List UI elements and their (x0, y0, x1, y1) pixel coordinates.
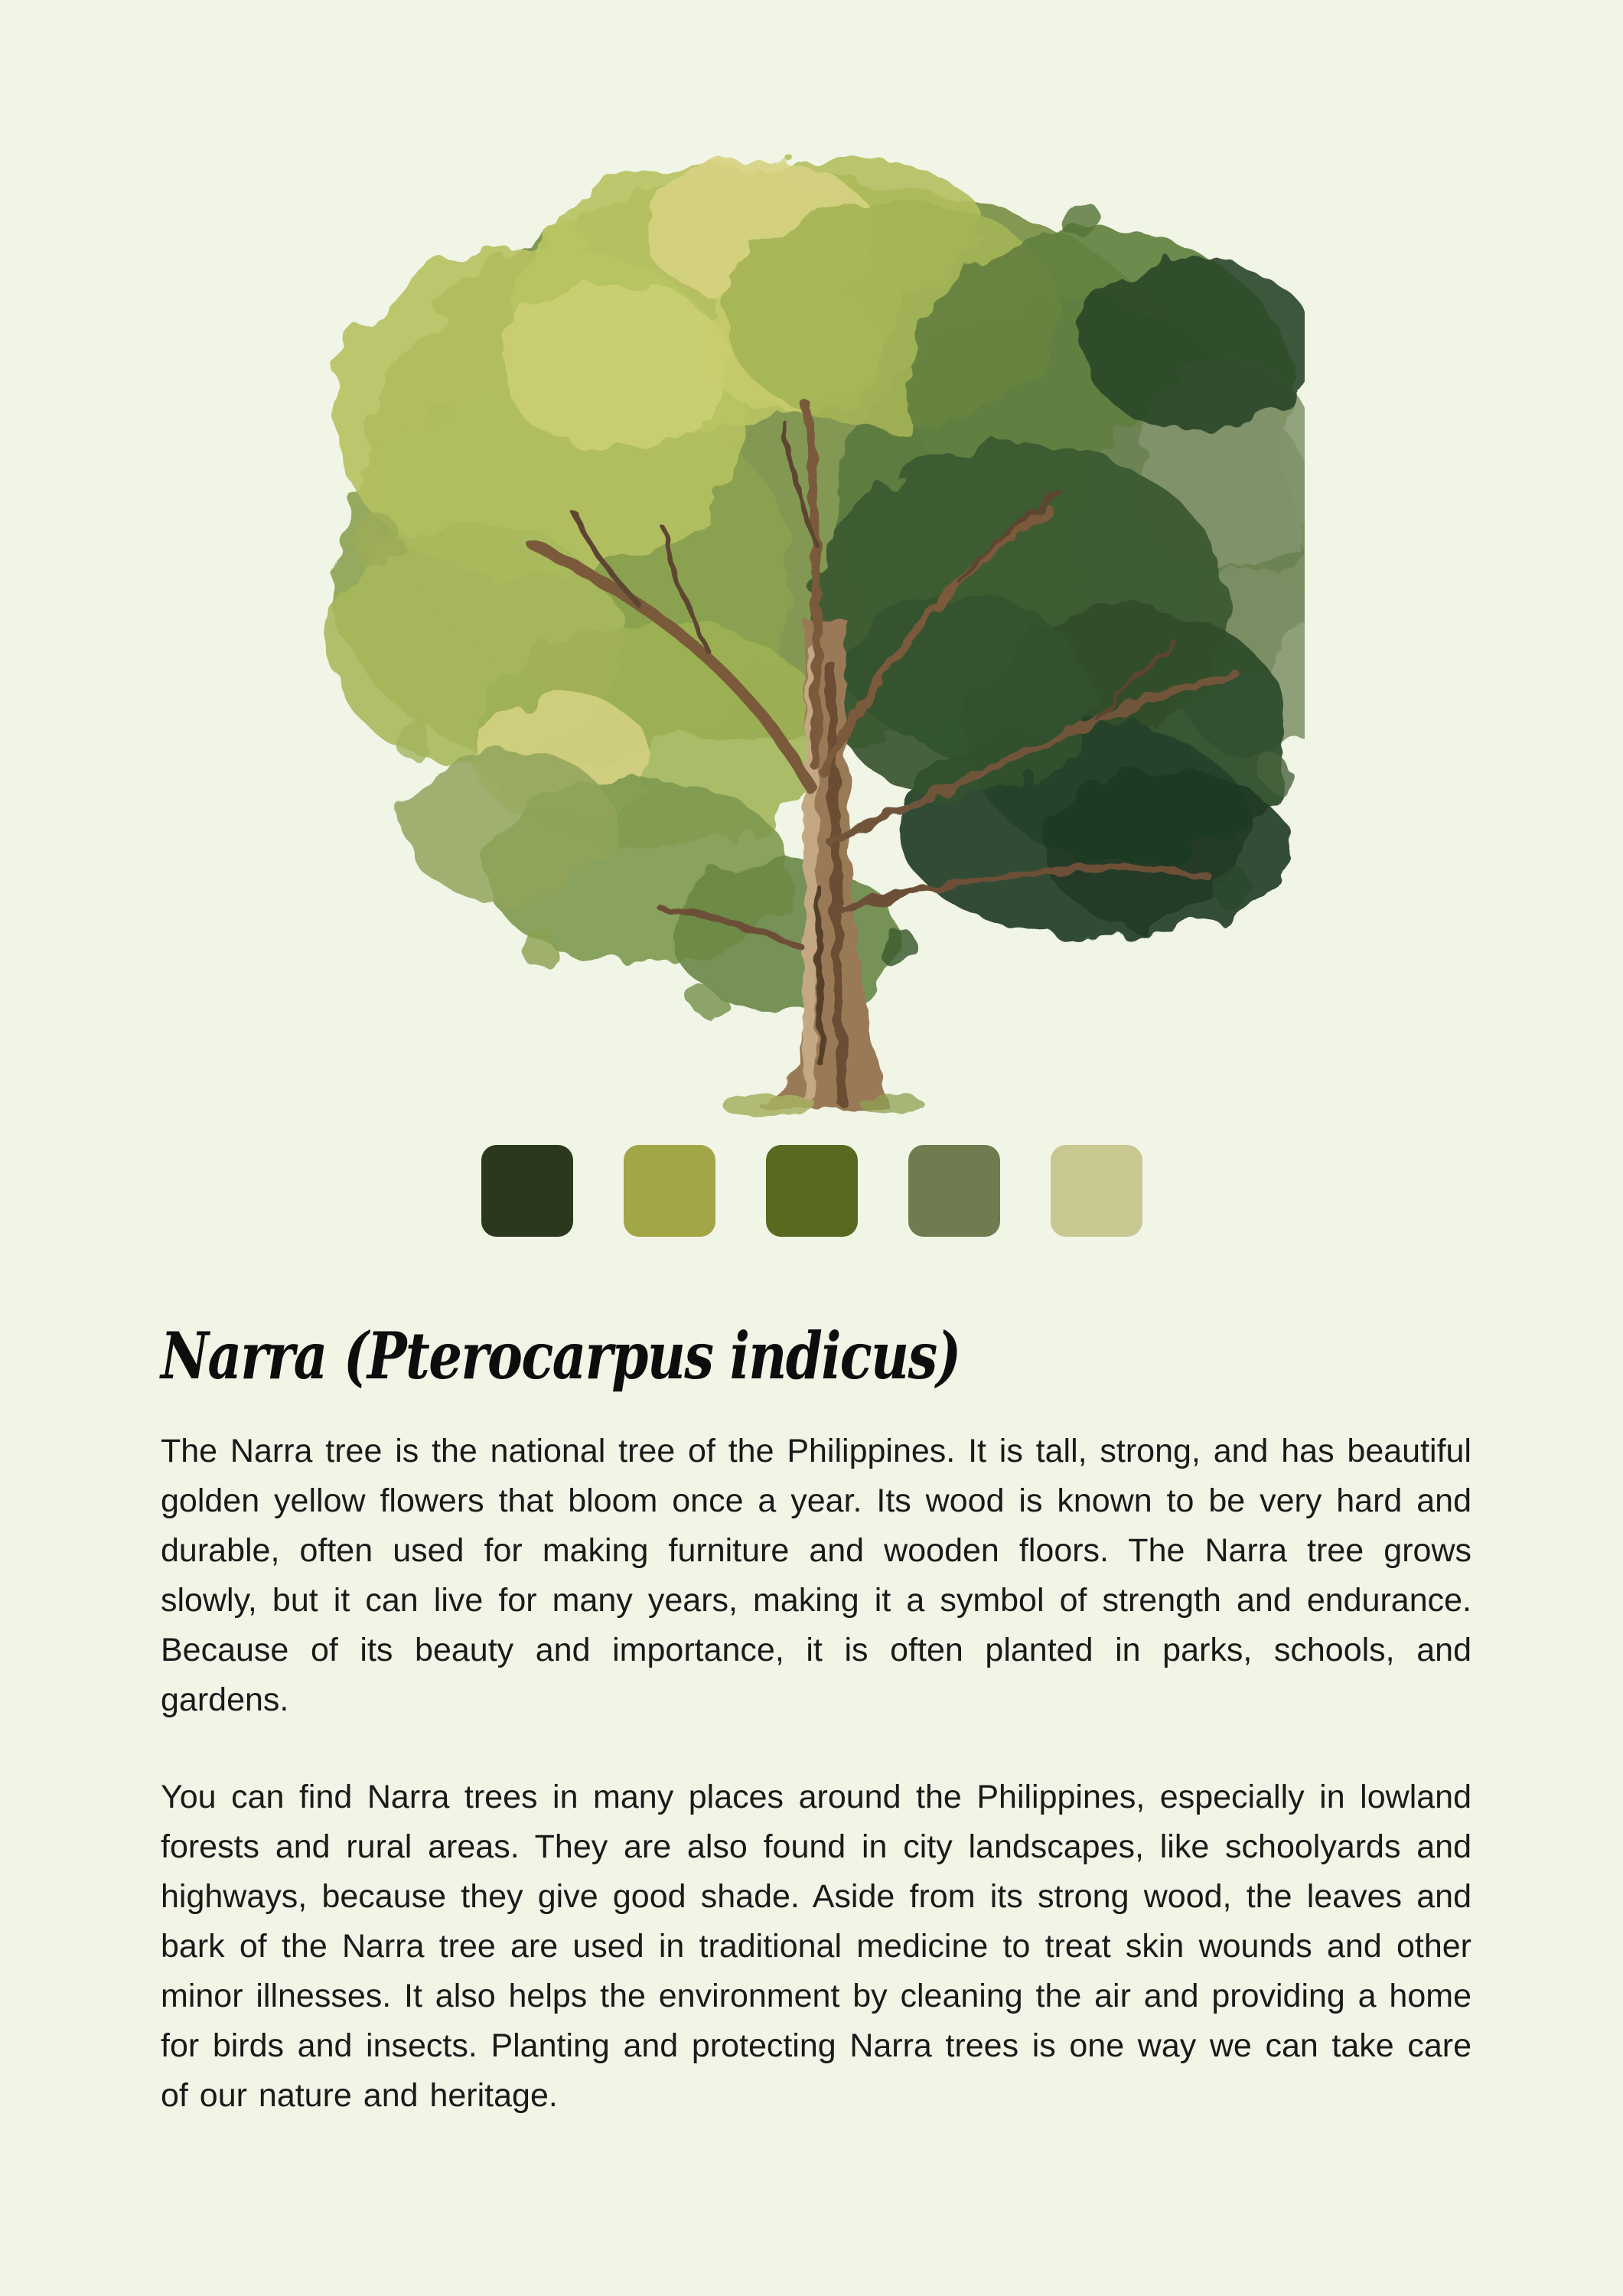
tree-illustration (310, 115, 1305, 1117)
palette-swatch-1 (481, 1145, 573, 1237)
palette-row (0, 1145, 1623, 1237)
article-body (161, 1427, 1471, 2121)
article-title: Narra (Pterocarpus indicus) (161, 1318, 960, 1394)
palette-swatch-3 (766, 1145, 858, 1237)
palette-swatch-5 (1051, 1145, 1142, 1237)
palette-swatch-2 (624, 1145, 715, 1237)
paragraph-2: You can find Narra trees in many places around the Philippines, especially in lowland forests and rural areas. They are also found in city landscapes, like schoolyards and highways, because they give good shade. Aside from its strong wood, the leaves and bark of the Narra tree are used in traditional medicine to treat skin wounds and other minor illnesses. It also helps the environment by cleaning the air and providing a home for birds and insects. Planting and protecting Narra trees is one way we can take care of our nature and heritage. (161, 1778, 1471, 2114)
article (161, 1318, 1471, 2121)
palette-swatch-4 (908, 1145, 1000, 1237)
paragraph-1: The Narra tree is the national tree of the Philippines. It is tall, strong, and has beautiful golden yellow flowers that bloom once a year. Its wood is known to be very hard and durable, often used for making furniture and wooden floors. The Narra tree grows slowly, but it can live for many years, making it a symbol of strength and endurance. Because of its beauty and importance, it is often planted in parks, schools, and gardens. (161, 1432, 1471, 1718)
